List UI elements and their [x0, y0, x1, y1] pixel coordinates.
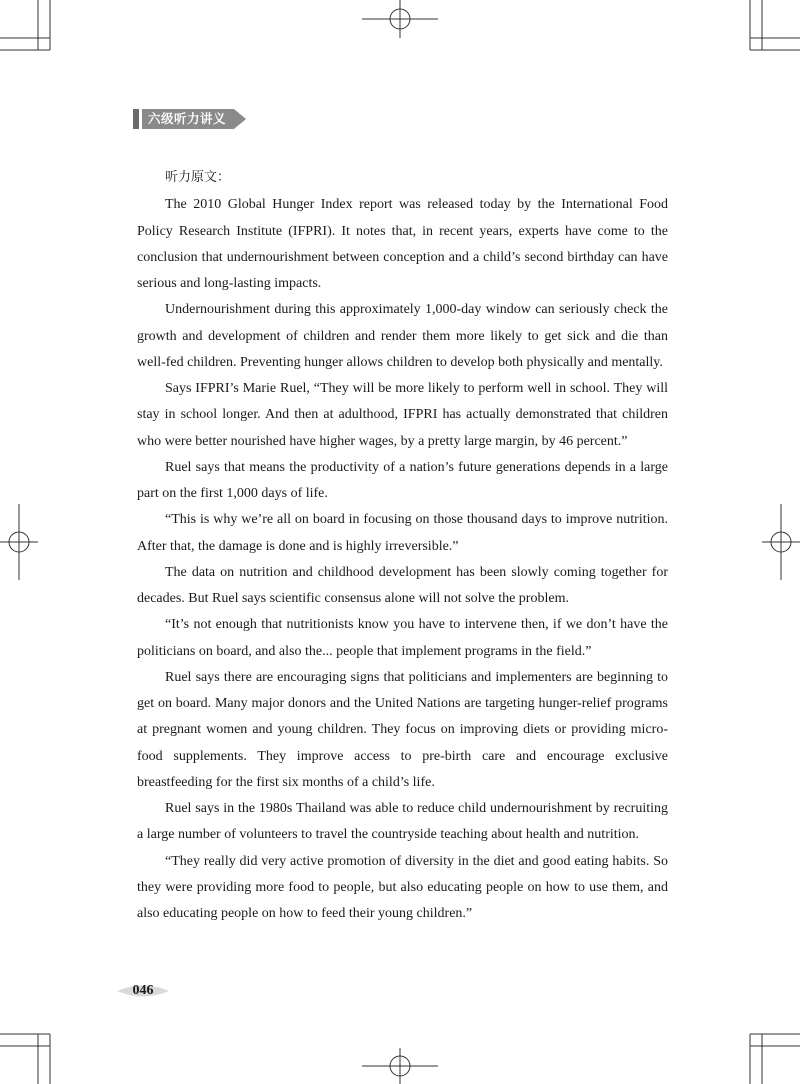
- paragraph: Ruel says that means the productivity of a nation’s future generations depends in a large part on the first 1,000 days of life.: [137, 459, 668, 501]
- transcript-body: [137, 165, 668, 927]
- paragraph: “This is why we’re all on board in focusing on those thousand days to improve nutrition. After that, the damage is done and is highly irreversible.”: [137, 512, 668, 554]
- paragraph: “It’s not enough that nutritionists know you have to intervene then, if we don’t have the politicians on board, and also the... people that implement programs in the field.”: [137, 617, 668, 659]
- header-title: 六级听力讲义: [142, 109, 234, 129]
- paragraph: “They really did very active promotion of diversity in the diet and good eating habits. So they were providing more food to people, but also educating people on how to use them, and also educating people on how to feed their young children.”: [137, 853, 668, 921]
- paragraph: Says IFPRI’s Marie Ruel, “They will be more likely to perform well in school. They will stay in school longer. And then at adulthood, IFPRI has actually demonstrated that children who were better nourished have higher wages, by a pretty large margin, by 46 percent.”: [137, 381, 668, 449]
- running-header: [133, 109, 246, 129]
- paragraph: Ruel says in the 1980s Thailand was able to reduce child undernourishment by recruiting a large number of volunteers to travel the countryside teaching about health and nutrition.: [137, 801, 668, 843]
- header-bar-decoration: [133, 109, 139, 129]
- paragraph: Ruel says there are encouraging signs that politicians and implementers are beginning to get on board. Many major donors and the United Nations are targeting hunger-relief programs at pregnant women and young children. They focus on improving diets or providing micro-food supplements. They improve access to pre-birth care and encourage exclusive breastfeeding for the first six months of a child’s life.: [137, 669, 668, 790]
- paragraph: The data on nutrition and childhood development has been slowly coming together for decades. But Ruel says scientific consensus alone will not solve the problem.: [137, 564, 668, 606]
- paragraph: The 2010 Global Hunger Index report was released today by the International Food Policy Research Institute (IFPRI). It notes that, in recent years, experts have come to the conclusion that undernourishment between conception and a child’s second birthday can have serious and long-lasting impacts.: [137, 197, 668, 291]
- header-arrow-decoration: [234, 109, 246, 129]
- paragraph: Undernourishment during this approximately 1,000-day window can seriously check the growth and development of children and render them more likely to get sick and die than well-fed children. Preventing hunger allows children to develop both physically and mentally.: [137, 302, 668, 370]
- page-number: 046: [132, 983, 154, 998]
- section-label: 听力原文：: [165, 170, 231, 185]
